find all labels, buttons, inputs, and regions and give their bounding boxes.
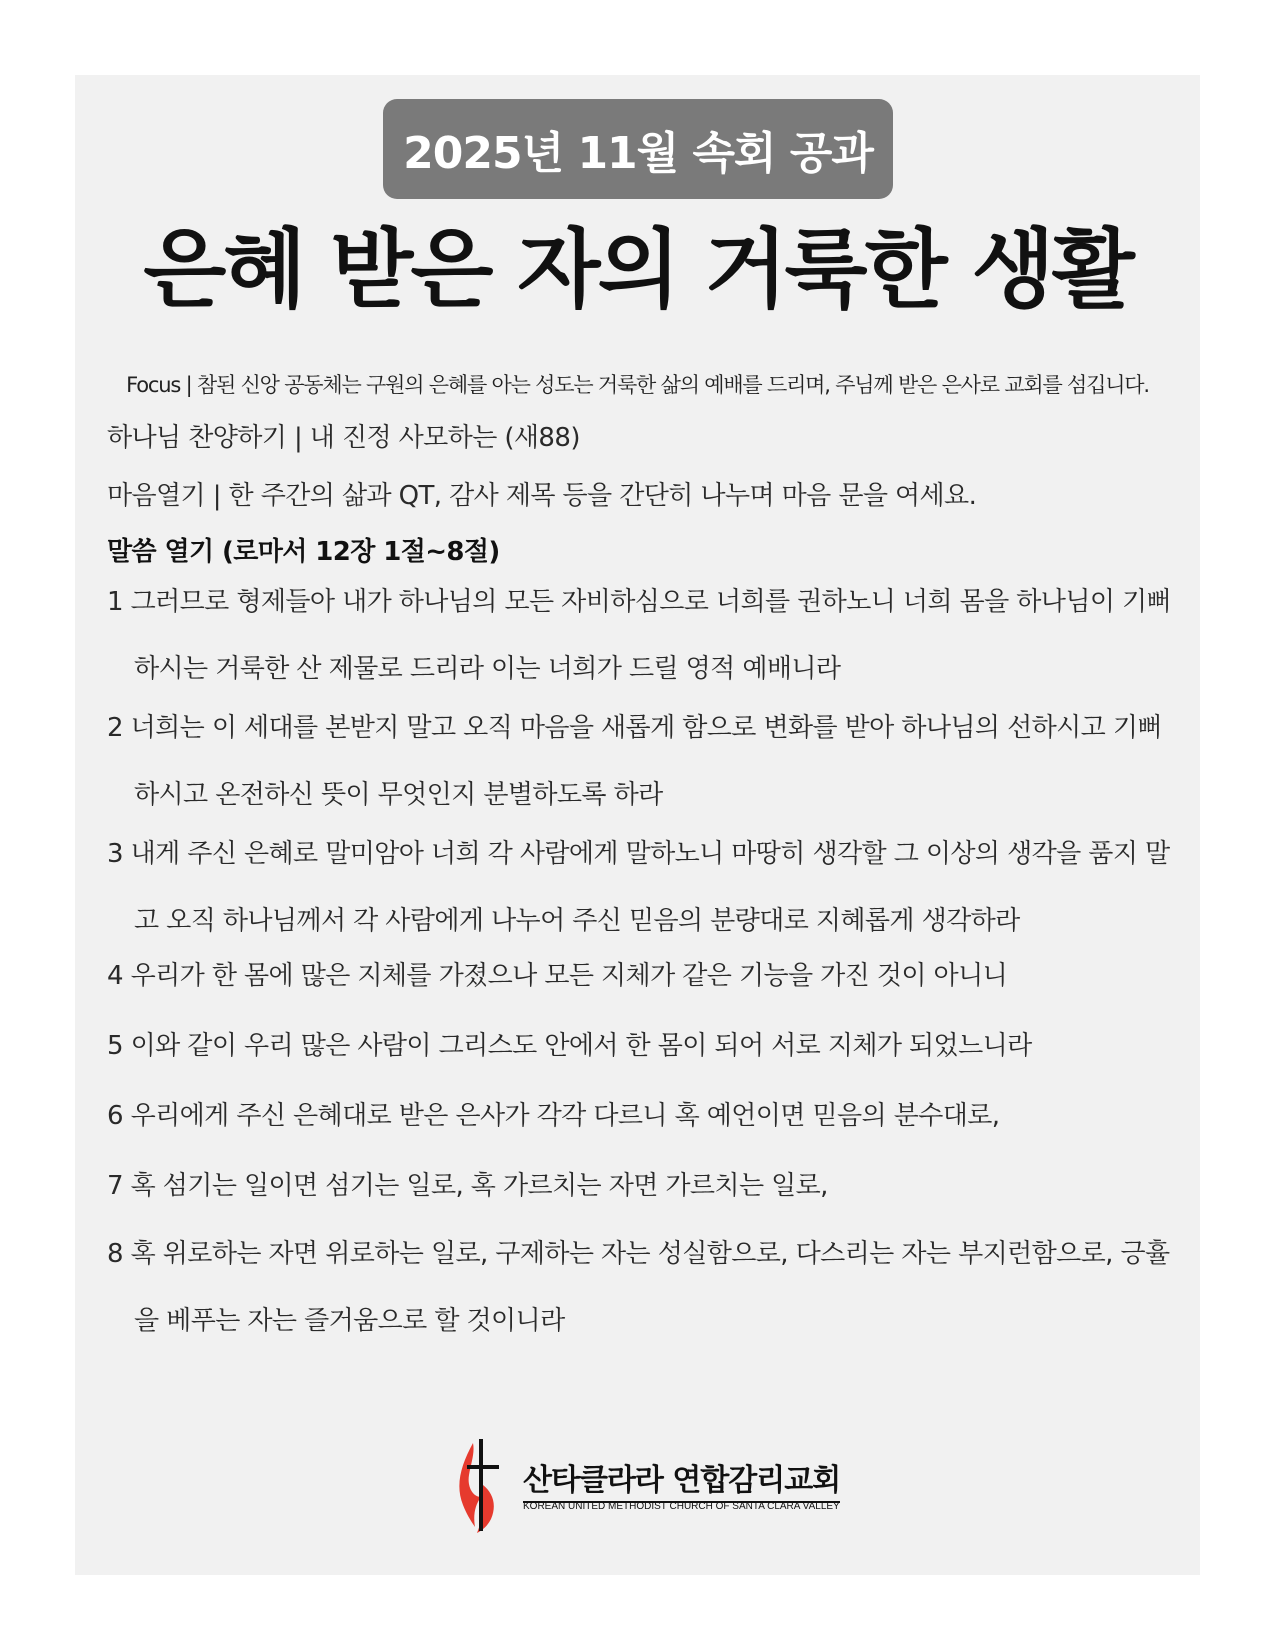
- verse-3: [107, 833, 1170, 937]
- verse-5-line-1: 5 이와 같이 우리 많은 사람이 그리스도 안에서 한 몸이 되어 서로 지체가 되었느니라: [107, 1031, 1032, 1061]
- lesson-page: [75, 75, 1200, 1575]
- page-title: 은혜 받은 자의 거룩한 생활: [143, 220, 1132, 320]
- verse-7: [107, 1165, 1167, 1202]
- verse-3-line-1: 3 내게 주신 은혜로 말미암아 너희 각 사람에게 말하노니 마땅히 생각할 그 이상의 생각을 품지 말: [107, 839, 1170, 869]
- verse-5: [107, 1025, 1167, 1062]
- cross-and-flame-icon: [453, 1435, 509, 1535]
- praise-line: 하나님 찬양하기 | 내 진정 사모하는 (새88): [107, 423, 580, 453]
- verse-2-line-2: 하시고 온전하신 뜻이 무엇인지 분별하도록 하라: [134, 780, 663, 810]
- verse-7-line-1: 7 혹 섬기는 일이면 섬기는 일로, 혹 가르치는 자면 가르치는 일로,: [107, 1171, 828, 1201]
- verse-1-line-2: 하시는 거룩한 산 제물로 드리라 이는 너희가 드릴 영적 예배니라: [134, 654, 841, 684]
- verse-2-line-1: 2 너희는 이 세대를 본받지 말고 오직 마음을 새롭게 함으로 변화를 받아 하나님의 선하시고 기뻐: [107, 713, 1162, 743]
- verse-8-line-2: 을 베푸는 자는 즐거움으로 할 것이니라: [134, 1306, 565, 1336]
- verse-4-line-1: 4 우리가 한 몸에 많은 지체를 가졌으나 모든 지체가 같은 기능을 가진 것이 아니니: [107, 961, 1008, 991]
- focus-statement: Focus | 참된 신앙 공동체는 구원의 은혜를 아는 성도는 거룩한 삶의 예배를 드리며, 주님께 받은 은사로 교회를 섬깁니다.: [126, 373, 1149, 397]
- verse-8: [107, 1233, 1170, 1337]
- verse-6: [107, 1095, 1167, 1132]
- verse-6-line-1: 6 우리에게 주신 은혜대로 받은 은사가 각각 다르니 혹 예언이면 믿음의 분수대로,: [107, 1101, 1000, 1131]
- verse-1-line-1: 1 그러므로 형제들아 내가 하나님의 모든 자비하심으로 너희를 권하노니 너희 몸을 하나님이 기뻐: [107, 587, 1172, 617]
- verse-3-line-2: 고 오직 하나님께서 각 사람에게 나누어 주신 믿음의 분량대로 지혜롭게 생각하라: [134, 906, 1020, 936]
- church-name-english: KOREAN UNITED METHODIST CHURCH OF SANTA CLARA VALLEY: [523, 1501, 840, 1512]
- verse-2: [107, 707, 1167, 811]
- open-heart-line: 마음열기 | 한 주간의 삶과 QT, 감사 제목 등을 간단히 나누며 마음 문을 여세요.: [107, 481, 977, 511]
- verse-8-line-1: 8 혹 위로하는 자면 위로하는 일로, 구제하는 자는 성실함으로, 다스리는 자는 부지런함으로, 긍휼: [107, 1239, 1170, 1269]
- church-name-korean: 산타클라라 연합감리교회: [523, 1455, 840, 1503]
- date-badge: 2025년 11월 속회 공과: [383, 99, 893, 199]
- verse-1: [107, 581, 1172, 685]
- verse-4: [107, 955, 1167, 992]
- church-logo: [453, 1435, 841, 1535]
- word-heading: 말씀 열기 (로마서 12장 1절~8절): [107, 537, 500, 567]
